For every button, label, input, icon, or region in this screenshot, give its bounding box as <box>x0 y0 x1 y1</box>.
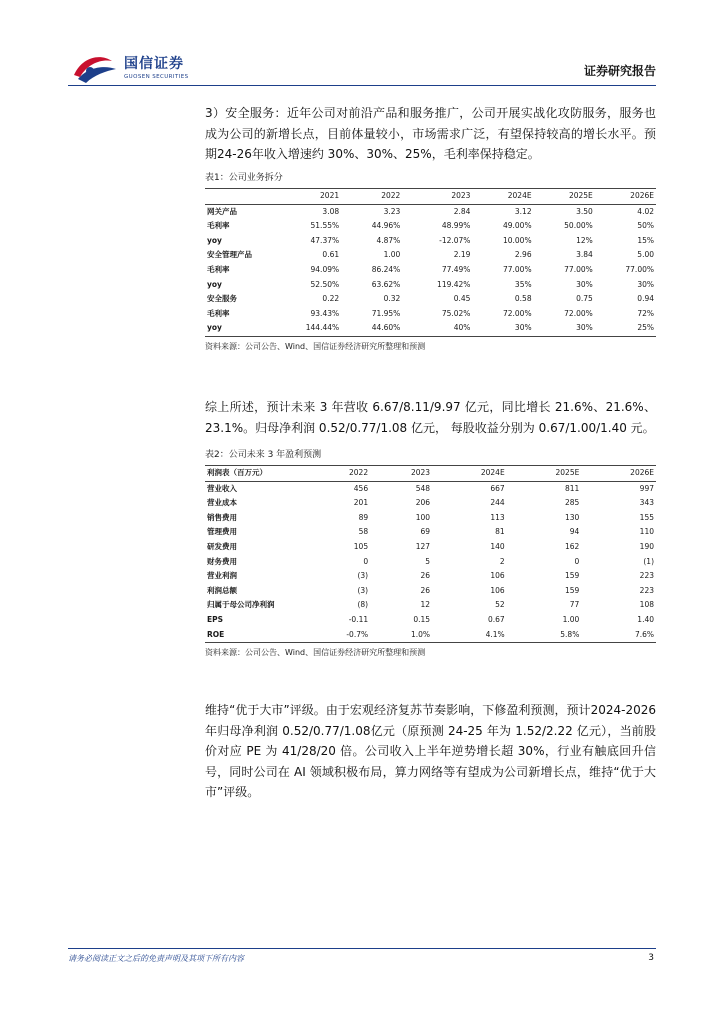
table-cell: 108 <box>639 600 654 610</box>
profit-forecast-table <box>205 466 656 643</box>
table-cell: 44.96% <box>371 221 401 231</box>
column-header-year: 2025E <box>507 466 582 481</box>
table-header-row <box>205 466 656 481</box>
table-cell: 25% <box>595 321 656 336</box>
column-header-year: 2026E <box>595 189 656 204</box>
table-cell: 72% <box>637 308 654 318</box>
table-row <box>205 234 656 249</box>
table-row <box>205 555 656 570</box>
table-cell: 2.96 <box>514 250 532 260</box>
table-cell: 206 <box>415 498 431 508</box>
table-cell: 119.42% <box>437 279 471 289</box>
table-cell: 667 <box>490 483 505 493</box>
table-row <box>205 321 656 336</box>
table-cell: 3.23 <box>383 206 401 216</box>
table-cell: 72.00% <box>564 308 593 318</box>
row-label: yoy <box>207 235 222 245</box>
column-header-year: 2026E <box>581 466 656 481</box>
table-cell: 106 <box>490 585 505 595</box>
row-label: 毛利率 <box>207 264 230 274</box>
security-services-paragraph: 3）安全服务：近年公司对前沿产品和服务推广，公司开展实战化攻防服务，服务也成为公司的新增长点，目前体量较小，市场需求广泛，有望保持较高的增长水平。预期24-26年收入增速约 30%、30%、25%，毛利率保持稳定。 <box>205 106 656 161</box>
table-cell: 3.84 <box>576 250 593 260</box>
table-cell: -0.11 <box>348 614 369 624</box>
table-cell: (8) <box>357 600 369 610</box>
column-header-year: 2022 <box>301 466 370 481</box>
table-cell: 0.22 <box>322 294 340 304</box>
table-cell: (1) <box>643 556 654 566</box>
table-cell: 3.50 <box>576 206 593 216</box>
table-cell: 81 <box>495 527 505 537</box>
table-cell: 94.09% <box>310 264 340 274</box>
column-header-year: 2021 <box>271 189 341 204</box>
table-row <box>205 481 656 496</box>
table-cell: 94 <box>569 527 580 537</box>
table-cell: 77.49% <box>441 264 471 274</box>
table-cell: (3) <box>357 571 369 581</box>
table-cell: 201 <box>353 498 369 508</box>
column-header-year: 2024E <box>432 466 507 481</box>
table-cell: 244 <box>490 498 505 508</box>
table-cell: 69 <box>420 527 431 537</box>
table2-source: 资料来源：公司公告、Wind、国信证券经济研究所整理和预测 <box>205 648 426 657</box>
table-cell: 0.61 <box>322 250 340 260</box>
row-label: 销售费用 <box>207 512 237 522</box>
disclaimer-notice: 请务必阅读正文之后的免责声明及其项下所有内容 <box>68 954 244 963</box>
table-cell: 58 <box>358 527 369 537</box>
table-cell: 110 <box>639 527 654 537</box>
table-cell: 5.00 <box>637 250 654 260</box>
table-cell: 30% <box>472 321 533 336</box>
table-cell: 35% <box>514 279 532 289</box>
table-row <box>205 263 656 278</box>
row-label: 管理费用 <box>207 527 237 537</box>
rating-paragraph: 维持“优于大市”评级。由于宏观经济复苏节奏影响，下修盈利预测，预计2024-2026年归母净利润 0.52/0.77/1.08亿元（原预测 24-25 年为 1.52/2.22 亿元），当前股价对应 PE 为 41/28/20 倍。公司收入上半年逆势增长超 30%，行业有触底回升信号，同时公司在 AI 领域积极布局，算力网络等有望成为公司新增长点，维持“优于大市”评级。 <box>205 703 656 799</box>
row-label: ROE <box>205 628 301 643</box>
table-cell: 5 <box>425 556 431 566</box>
table-cell: 4.1% <box>432 628 507 643</box>
table-cell: 77.00% <box>564 264 593 274</box>
table-cell: 10.00% <box>502 235 532 245</box>
table-cell: 63.62% <box>371 279 401 289</box>
table-cell: -12.07% <box>439 235 471 245</box>
row-label: 利润总额 <box>207 585 237 595</box>
table-cell: 0.15 <box>413 614 431 624</box>
guosen-logo-icon <box>68 51 120 85</box>
column-header-year: 2023 <box>402 189 472 204</box>
table-cell: 1.00 <box>562 614 580 624</box>
table-cell: 50% <box>637 221 654 231</box>
table-cell: 72.00% <box>502 308 532 318</box>
table-cell: 159 <box>565 585 580 595</box>
column-header-year: 2025E <box>534 189 595 204</box>
table-cell: 144.44% <box>271 321 341 336</box>
column-header-label: 利润表（百万元） <box>205 466 301 481</box>
table-row <box>205 307 656 322</box>
column-header-year: 2023 <box>370 466 432 481</box>
table-cell: 285 <box>565 498 580 508</box>
table-cell: 106 <box>490 571 505 581</box>
table-cell: 40% <box>402 321 472 336</box>
table-row <box>205 204 656 219</box>
table-cell: 0.45 <box>453 294 471 304</box>
table-row <box>205 540 656 555</box>
column-header-year: 2024E <box>472 189 533 204</box>
table-row <box>205 598 656 613</box>
table-cell: 49.00% <box>502 221 532 231</box>
table-cell: 44.60% <box>341 321 402 336</box>
row-label: 归属于母公司净利润 <box>207 600 275 610</box>
table-cell: -0.7% <box>301 628 370 643</box>
table-cell: 30% <box>637 279 654 289</box>
row-label: 营业收入 <box>207 483 237 493</box>
table-cell: 50.00% <box>564 221 593 231</box>
table-row <box>205 496 656 511</box>
row-label: 营业成本 <box>207 498 237 508</box>
table-cell: 0.58 <box>514 294 532 304</box>
table-row <box>205 248 656 263</box>
row-label: 网关产品 <box>207 206 237 216</box>
table-cell: 15% <box>637 235 654 245</box>
report-type-label: 证券研究报告 <box>583 64 656 78</box>
table-cell: 3.12 <box>514 206 532 216</box>
row-label: yoy <box>205 321 271 336</box>
logo-chinese-name: 国信证券 <box>124 55 184 72</box>
table-cell: 30% <box>576 279 593 289</box>
table-row <box>205 292 656 307</box>
table-cell: 105 <box>353 541 369 551</box>
table-cell: 48.99% <box>441 221 471 231</box>
table-cell: 997 <box>639 483 654 493</box>
table-cell: 3.08 <box>322 206 340 216</box>
row-label: 毛利率 <box>207 308 230 318</box>
table-cell: 47.37% <box>310 235 340 245</box>
table-cell: 0.94 <box>637 294 654 304</box>
table-cell: 26 <box>420 585 431 595</box>
table-cell: 4.87% <box>376 235 401 245</box>
table-cell: 100 <box>415 512 431 522</box>
page-number: 3 <box>648 953 654 963</box>
table-cell: 0.32 <box>383 294 401 304</box>
table-cell: 71.95% <box>371 308 401 318</box>
table1-source: 资料来源：公司公告、Wind、国信证券经济研究所整理和预测 <box>205 342 426 351</box>
table-cell: 0 <box>574 556 580 566</box>
table-cell: 0.67 <box>487 614 505 624</box>
row-label: EPS <box>207 614 224 624</box>
table-cell: 1.40 <box>637 614 654 624</box>
table-row <box>205 613 656 628</box>
row-label: 财务费用 <box>207 556 237 566</box>
business-breakdown-table <box>205 189 656 337</box>
table-row <box>205 628 656 643</box>
table-cell: 77.00% <box>625 264 654 274</box>
table-row <box>205 584 656 599</box>
table-cell: 12% <box>576 235 593 245</box>
row-label: 营业利润 <box>207 571 237 581</box>
table-cell: 456 <box>353 483 369 493</box>
table-cell: 77.00% <box>502 264 532 274</box>
table-cell: 162 <box>565 541 580 551</box>
table-cell: 159 <box>565 571 580 581</box>
table-cell: 86.24% <box>371 264 401 274</box>
logo-english-name: GUOSEN SECURITIES <box>124 73 189 80</box>
table-cell: 113 <box>490 512 505 522</box>
table-cell: 4.02 <box>637 206 654 216</box>
table-cell: 0.75 <box>576 294 593 304</box>
table2-title: 表2：公司未来 3 年盈利预测 <box>205 448 656 466</box>
table-cell: 2.19 <box>453 250 471 260</box>
table-cell: 52.50% <box>310 279 340 289</box>
table-cell: 93.43% <box>310 308 340 318</box>
table-row <box>205 278 656 293</box>
table-cell: 26 <box>420 571 431 581</box>
column-header-year: 2022 <box>341 189 402 204</box>
table-cell: 12 <box>420 600 431 610</box>
table-row <box>205 511 656 526</box>
table-cell: 51.55% <box>310 221 340 231</box>
row-label: yoy <box>207 279 222 289</box>
table-cell: 30% <box>534 321 595 336</box>
table-cell: 2.84 <box>453 206 471 216</box>
row-label: 安全管理产品 <box>207 250 252 260</box>
table-cell: 155 <box>639 512 654 522</box>
table-row <box>205 525 656 540</box>
table-cell: 130 <box>565 512 580 522</box>
table-cell: 140 <box>490 541 505 551</box>
page-header <box>0 0 724 90</box>
table-cell: (3) <box>357 585 369 595</box>
table-cell: 1.00 <box>383 250 401 260</box>
table-cell: 52 <box>495 600 505 610</box>
footer-divider <box>68 948 656 949</box>
table-cell: 5.8% <box>507 628 582 643</box>
row-label: 毛利率 <box>207 221 230 231</box>
guosen-logo <box>68 50 198 86</box>
table-cell: 75.02% <box>441 308 471 318</box>
table-cell: 1.0% <box>370 628 432 643</box>
summary-paragraph: 综上所述，预计未来 3 年营收 6.67/8.11/9.97 亿元，同比增长 21.6%、21.6%、23.1%。归母净利润 0.52/0.77/1.08 亿元， 每股收益分别为 0.67/1.00/1.40 元。 <box>205 400 656 435</box>
row-label: 安全服务 <box>207 294 237 304</box>
table-cell: 127 <box>415 541 431 551</box>
table-cell: 7.6% <box>581 628 656 643</box>
column-header-label <box>205 189 271 204</box>
table-cell: 89 <box>358 512 369 522</box>
table-row <box>205 569 656 584</box>
table-cell: 77 <box>569 600 580 610</box>
header-divider <box>68 85 656 86</box>
table-cell: 811 <box>565 483 580 493</box>
table-cell: 223 <box>639 585 654 595</box>
table1-title: 表1：公司业务拆分 <box>205 171 656 189</box>
table-cell: 190 <box>639 541 654 551</box>
row-label: 研发费用 <box>207 541 237 551</box>
table-cell: 343 <box>639 498 654 508</box>
table-cell: 0 <box>363 556 369 566</box>
table-cell: 223 <box>639 571 654 581</box>
table-cell: 2 <box>499 556 505 566</box>
table-header-row <box>205 189 656 204</box>
table-cell: 548 <box>415 483 431 493</box>
table-row <box>205 219 656 234</box>
